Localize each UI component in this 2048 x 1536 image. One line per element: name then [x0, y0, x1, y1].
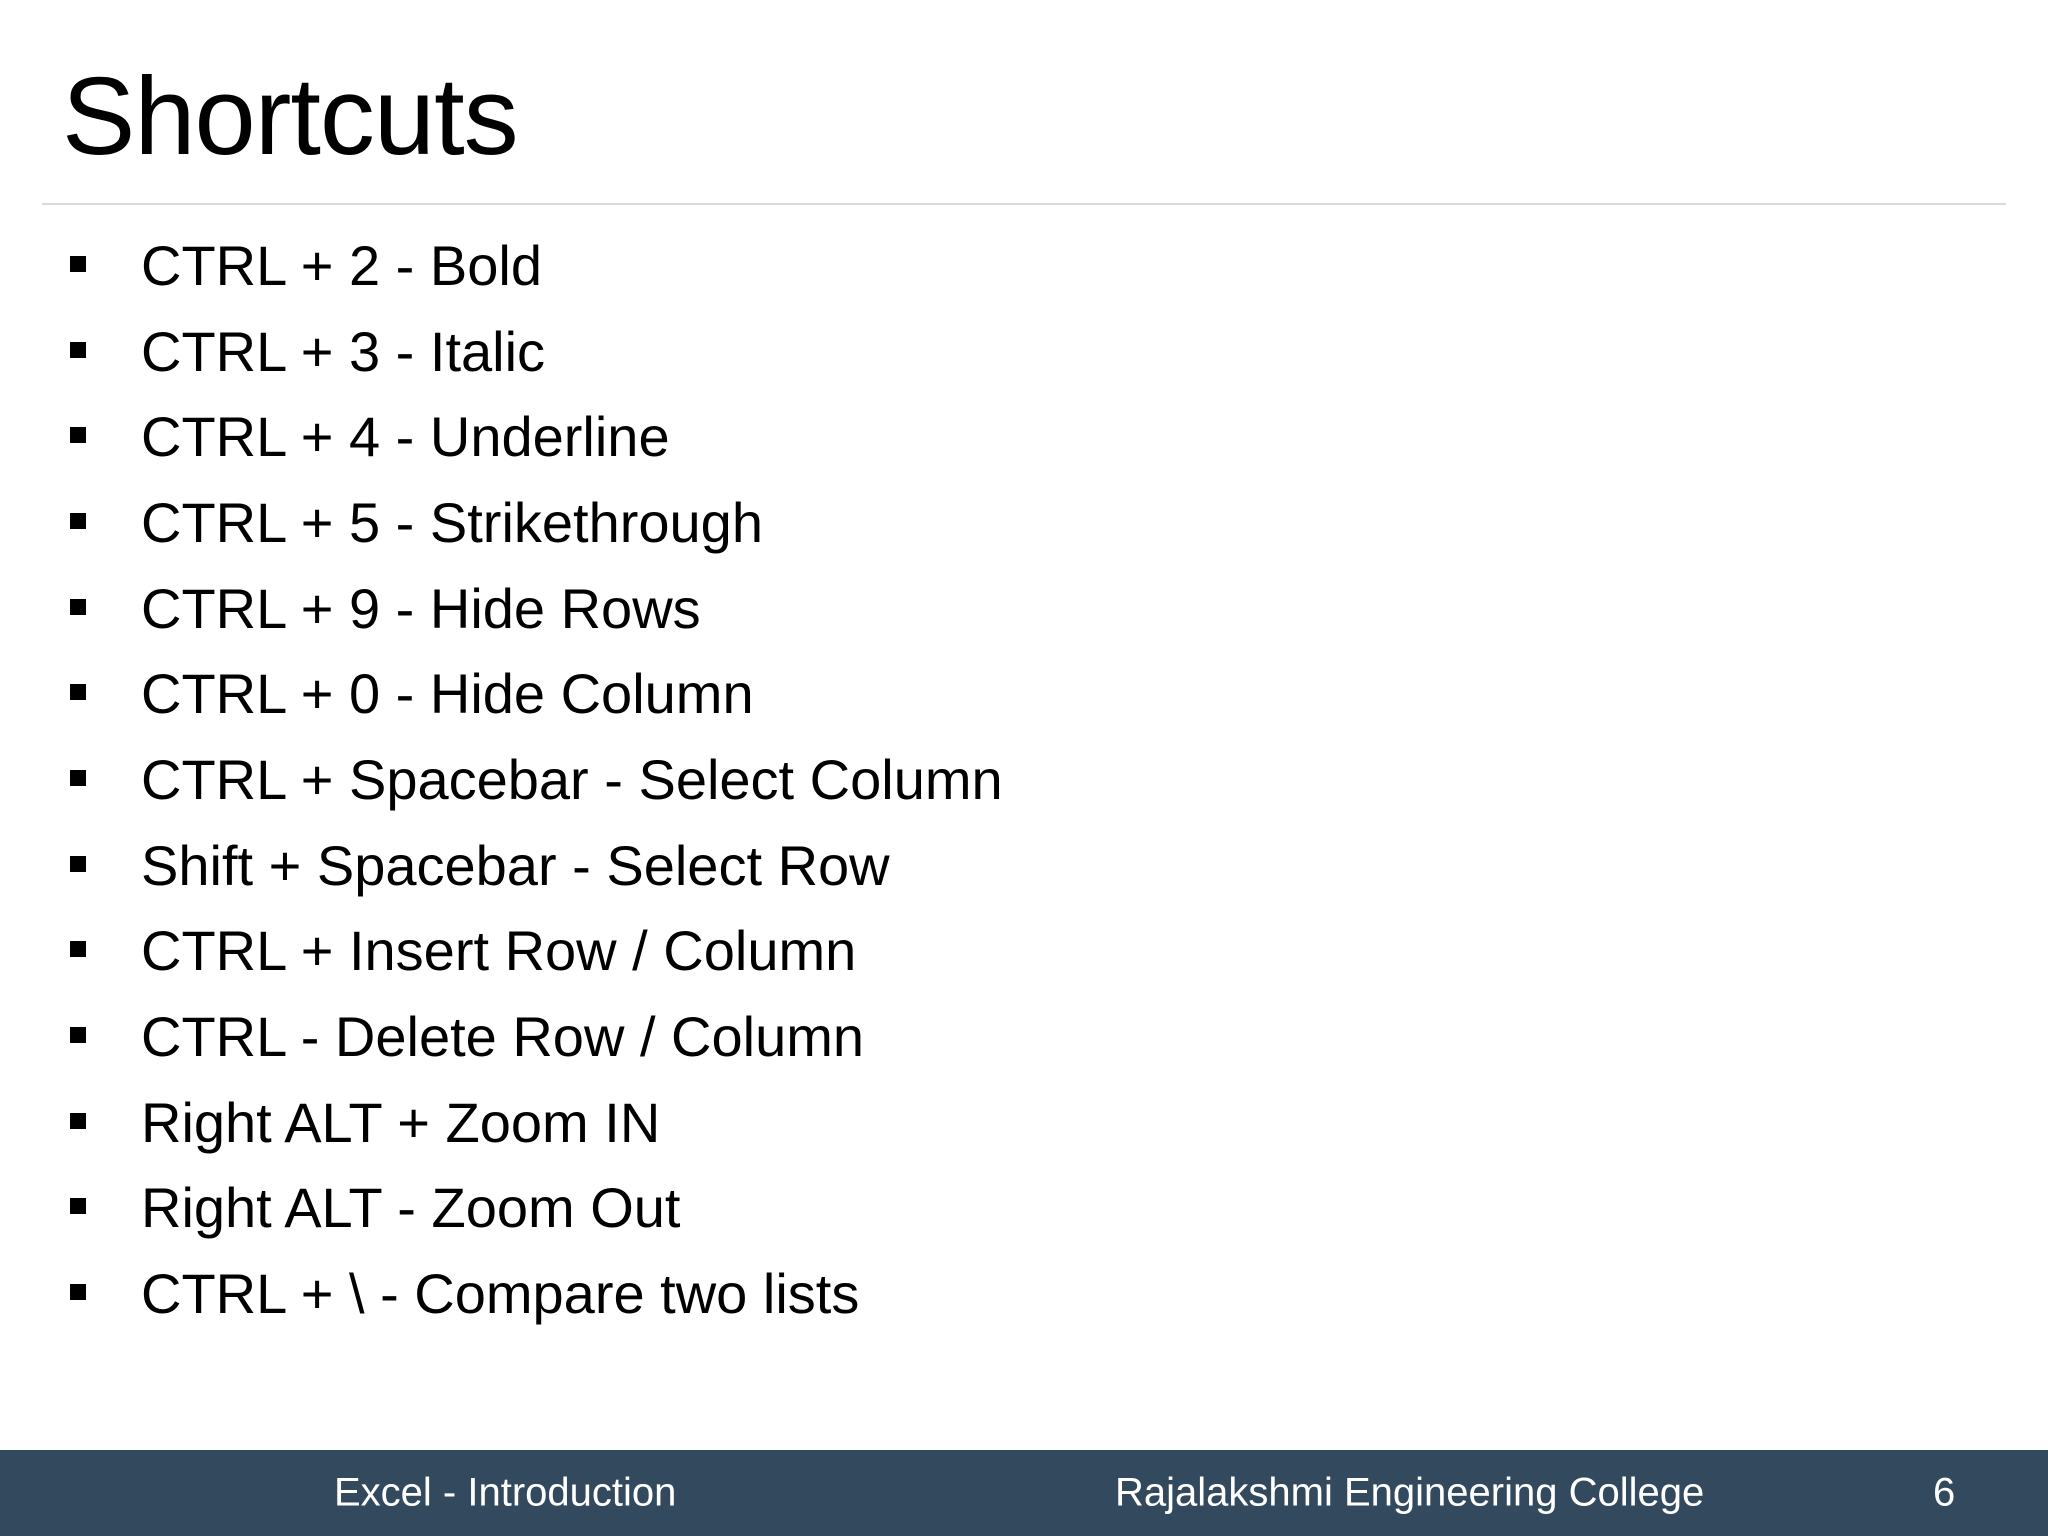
footer-course-title: Excel - Introduction	[334, 1470, 677, 1515]
shortcut-text: CTRL - Delete Row / Column	[141, 1005, 865, 1069]
shortcut-text: CTRL + Spacebar - Select Column	[141, 747, 1003, 811]
slide-footer	[0, 1450, 2048, 1536]
square-bullet-icon	[70, 1027, 86, 1043]
shortcut-text: Shift + Spacebar - Select Row	[141, 833, 890, 897]
shortcut-text: CTRL + Insert Row / Column	[141, 919, 857, 983]
title-divider	[42, 203, 2006, 205]
shortcut-text: CTRL + 2 - Bold	[141, 233, 542, 297]
square-bullet-icon	[70, 256, 86, 272]
square-bullet-icon	[70, 1113, 86, 1129]
footer-page-number: 6	[1933, 1470, 1956, 1515]
shortcut-text: CTRL + 9 - Hide Rows	[141, 576, 701, 640]
square-bullet-icon	[70, 513, 86, 529]
footer-institution: Rajalakshmi Engineering College	[1115, 1470, 1705, 1515]
shortcut-text: CTRL + 3 - Italic	[141, 319, 546, 383]
shortcut-text: CTRL + 5 - Strikethrough	[141, 490, 763, 554]
shortcut-text: Right ALT - Zoom Out	[141, 1176, 681, 1240]
square-bullet-icon	[70, 1284, 86, 1300]
square-bullet-icon	[70, 427, 86, 443]
shortcut-text: CTRL + 0 - Hide Column	[141, 662, 754, 726]
square-bullet-icon	[70, 856, 86, 872]
square-bullet-icon	[70, 941, 86, 957]
shortcut-text: CTRL + \ - Compare two lists	[141, 1262, 860, 1326]
square-bullet-icon	[70, 342, 86, 358]
shortcut-text: CTRL + 4 - Underline	[141, 405, 670, 469]
square-bullet-icon	[70, 1198, 86, 1214]
shortcut-text: Right ALT + Zoom IN	[141, 1090, 661, 1154]
square-bullet-icon	[70, 770, 86, 786]
square-bullet-icon	[70, 599, 86, 615]
slide-title: Shortcuts	[62, 55, 518, 178]
square-bullet-icon	[70, 684, 86, 700]
